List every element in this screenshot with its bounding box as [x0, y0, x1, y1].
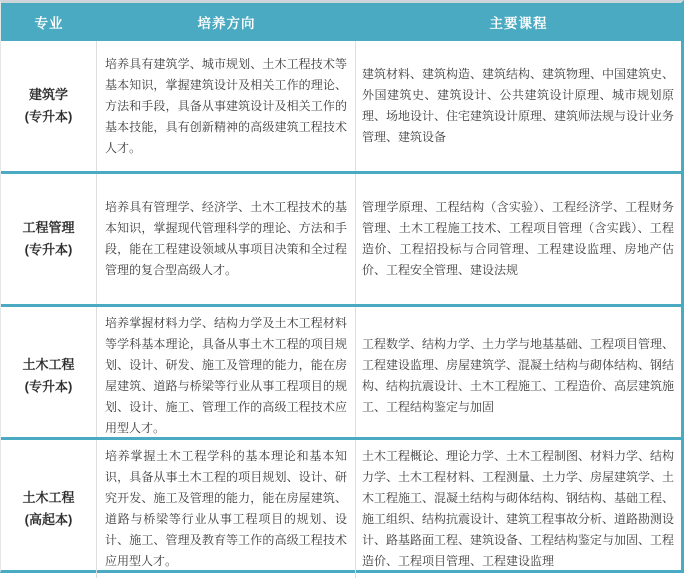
direction-text: 培养掌握材料力学、结构力学及土木工程材料等学科基本理论，具备从事土木工程的项目规划、设计、研发、施工及管理的能力，能在房屋建筑、道路与桥梁等行业从事工程项目的规划、设计、施工、管理工作的高级工程技术应用型人才。: [105, 316, 347, 435]
direction-text: 培养掌握土木工程学科的基本理论和基本知识，具备从事土木工程的项目规划、设计、研究开发、施工及管理的能力，能在房屋建筑、道路与桥梁等行业从事工程项目的规划、设计、施工、管理及教育等工作的高级工程技术应用型人才。: [105, 449, 347, 568]
courses-text: 建筑材料、建筑构造、建筑结构、建筑物理、中国建筑史、外国建筑史、建筑设计、公共建筑设计原理、城市规划原理、场地设计、住宅建筑设计原理、建筑师法规与设计业务管理、建筑设备: [362, 67, 675, 144]
direction-text: 培养具有建筑学、城市规划、土木工程技术等基本知识，掌握建筑设计及相关工作的理论、方法和手段，具备从事建筑设计及相关工作的基本技能，具有创新精神的高级建筑工程技术人才。: [105, 56, 347, 155]
table-row: [1, 437, 681, 570]
courses-cell: [356, 440, 681, 578]
table-body: [1, 41, 681, 570]
major-cell: [1, 440, 97, 578]
major-cell: [1, 41, 97, 171]
direction-cell: [97, 307, 356, 445]
table-header-row: [1, 3, 681, 41]
major-level: (专升本): [24, 242, 73, 257]
major-name: 工程管理: [22, 220, 75, 235]
major-name: 建筑学: [28, 87, 68, 102]
table-row: [1, 304, 681, 437]
table-row: [1, 41, 681, 171]
courses-cell: [356, 307, 681, 445]
major-name: 土木工程: [22, 357, 75, 372]
major-name: 土木工程: [22, 490, 75, 505]
header-cell-direction: 培养方向: [197, 16, 256, 31]
courses-text: 管理学原理、工程结构（含实验）、工程经济学、工程财务管理、土木工程施工技术、工程项目管理（含实践）、工程造价、工程招投标与合同管理、工程建设监理、房地产估价、工程安全管理、建设法规: [362, 200, 674, 277]
courses-text: 土木工程概论、理论力学、土木工程制图、材料力学、结构力学、土木工程材料、工程测量、土力学、房屋建筑学、土木工程施工、混凝土结构与砌体结构、钢结构、基础工程、施工组织、结构抗震设计、建筑工程事故分析、道路勘测设计、路基路面工程、建筑设备、工程结构鉴定与加固、工程造价、工程项目管理、工程建设监理: [362, 449, 675, 568]
major-cell: [1, 307, 97, 445]
courses-text: 工程数学、结构力学、土力学与地基基础、工程项目管理、工程建设监理、房屋建筑学、混凝土结构与砌体结构、钢结构、结构抗震设计、土木工程施工、工程造价、高层建筑施工、工程结构鉴定与加固: [362, 337, 675, 414]
header-cell-courses: 主要课程: [489, 16, 548, 31]
direction-text: 培养具有管理学、经济学、土木工程技术的基本知识，掌握现代管理科学的理论、方法和手段，能在工程建设领域从事项目决策和全过程管理的复合型高级人才。: [105, 200, 347, 277]
major-level: (专升本): [24, 109, 73, 124]
major-level: (专升本): [24, 379, 73, 394]
major-cell: [1, 174, 97, 304]
header-cell-major: 专业: [34, 16, 64, 31]
direction-cell: [97, 41, 356, 171]
major-level: (高起本): [24, 512, 73, 527]
courses-cell: [356, 41, 681, 171]
courses-cell: [356, 174, 681, 304]
direction-cell: [97, 174, 356, 304]
table-row: [1, 171, 681, 304]
direction-cell: [97, 440, 356, 578]
